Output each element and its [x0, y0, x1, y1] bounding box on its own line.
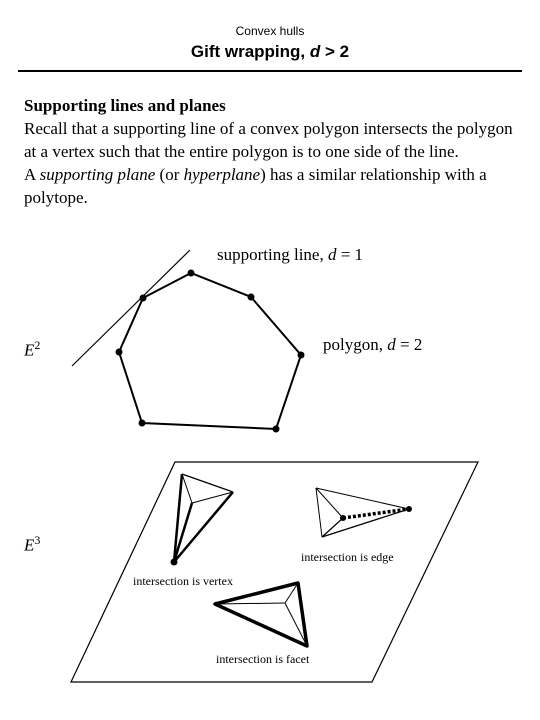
polygon-vertex — [248, 294, 255, 301]
space-label-e3-exp: 3 — [34, 533, 41, 547]
polygon-vertex — [273, 426, 280, 433]
supporting-plane — [71, 462, 478, 682]
intersection-facet-triangle — [215, 583, 307, 646]
intersection-vertex-point — [171, 559, 178, 566]
space-label-e2-base: E — [24, 340, 35, 360]
supporting-line-label — [217, 245, 363, 265]
polygon-vertex — [188, 270, 195, 277]
polygon-label — [323, 335, 422, 355]
supporting-line — [72, 250, 190, 366]
body-heading: Supporting lines and planes — [24, 96, 226, 115]
space-label-e2 — [24, 338, 40, 361]
polygon-vertex — [140, 295, 147, 302]
p2-text-c: ) has a similar relationship with a polytope. — [24, 165, 487, 207]
p2-text-b: (or — [155, 165, 184, 184]
section-label: Convex hulls — [235, 24, 305, 38]
space-label-e2-exp: 2 — [34, 338, 41, 352]
polygon-vertices — [116, 270, 305, 433]
polygon-2d — [119, 273, 301, 429]
edge-label: intersection is edge — [301, 550, 394, 564]
p2-emphasis-supporting-plane: supporting plane — [39, 165, 156, 184]
supporting-line-label-var: d — [327, 245, 337, 264]
figure-3d — [71, 462, 478, 682]
title-rest: > 2 — [320, 42, 350, 61]
p2-emphasis-hyperplane: hyperplane — [183, 165, 261, 184]
space-label-e3 — [24, 533, 40, 556]
polygon-label-text: polygon, — [323, 335, 388, 354]
polygon-vertex — [298, 352, 305, 359]
intersection-edge-line — [343, 509, 409, 518]
tetrahedron-edge — [316, 488, 412, 537]
tetrahedron-vertex — [171, 474, 234, 566]
p2-text-a: A — [24, 165, 40, 184]
title-text: Gift wrapping, — [190, 42, 310, 61]
polygon-vertex — [116, 349, 123, 356]
body-paragraph-1: Recall that a supporting line of a convex polygon intersects the polygon at a vertex such that the entire polygon is to one side of the line. — [24, 119, 513, 161]
supporting-line-label-eq: = 1 — [336, 245, 364, 264]
space-label-e3-base: E — [24, 535, 35, 555]
tetrahedron-facet — [215, 583, 307, 646]
polygon-vertex — [139, 420, 146, 427]
supporting-line-label-text: supporting line, — [217, 245, 328, 264]
vertex-label: intersection is vertex — [133, 574, 233, 588]
figure-2d — [72, 250, 305, 433]
polygon-label-eq: = 2 — [395, 335, 423, 354]
polygon-label-var: d — [387, 335, 396, 354]
title-var: d — [309, 42, 321, 61]
facet-label: intersection is facet — [216, 652, 310, 666]
